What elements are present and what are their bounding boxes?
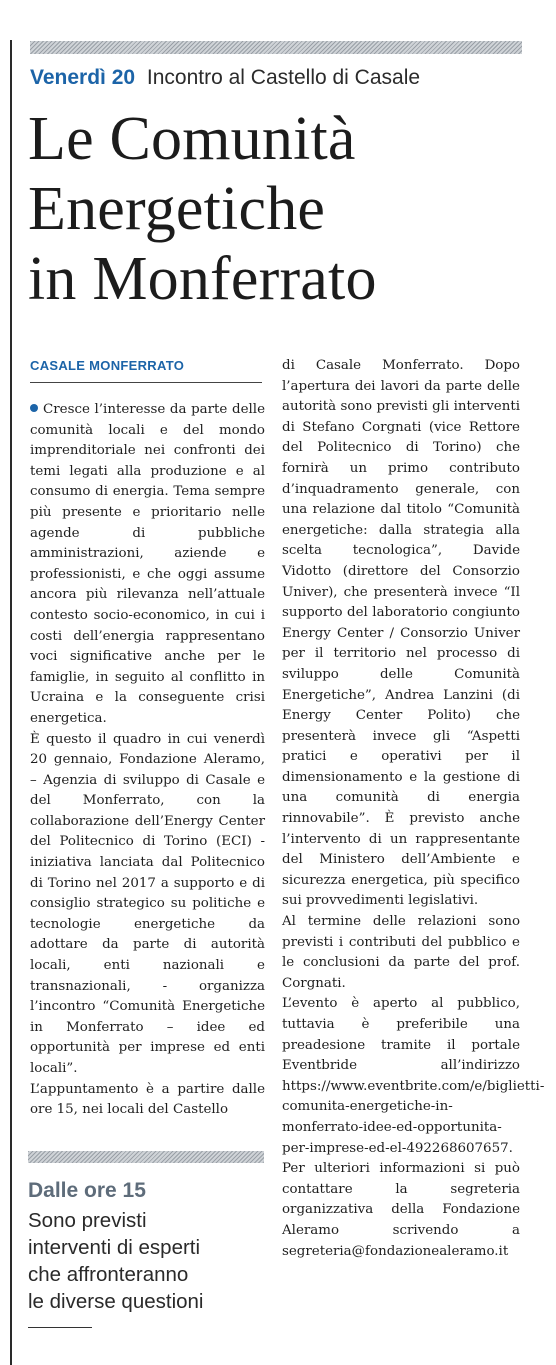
kicker — [30, 66, 420, 90]
headline-line: Energetiche — [28, 175, 326, 243]
kicker-day: Venerdì 20 — [30, 66, 136, 89]
sidebar-hatched-band — [28, 1151, 264, 1163]
byline: CASALE MONFERRATO — [30, 358, 185, 373]
byline-rule — [30, 382, 262, 383]
paragraph — [30, 400, 265, 730]
paragraph: È questo il quadro in cui venerdì 20 gennaio, Fondazione Aleramo, – Agenzia di sviluppo di Casale e del Monferrato, con la collaborazione dell’Energy Center del Politecnico di Torino (ECI) - iniziativa lanciata dal Politecnico di Torino nel 2017 a supporto e di consiglio strategico su politiche e tecnologie energetiche da adottare da parte di autorità locali, enti nazionali e transnazionali, - organizza l’incontro “Comunità Energetiche in Monferrato – idee ed opportunità per imprese ed enti locali”. — [30, 731, 265, 1076]
paragraph: di Casale Monferrato. Dopo l’apertura dei lavori da parte delle autorità sono previsti gli interventi di Stefano Corgnati (vice Rettore del Politecnico di Torino) che fornirà un primo contributo d’inquadramento generale, con una relazione dal titolo “Comunità energetiche: dalla strategia alla scelta tecnologica”, Davide Vidotto (direttore del Consorzio Univer), che presenterà invece “Il supporto del laboratorio congiunto Energy Center / Consorzio Univer per il territorio nel processo di sviluppo delle Comunità Energetiche”, Andrea Lanzini (di Energy Center Polito) che presenterà invece gli “Aspetti pratici e operativi per il dimensionamento e la gestione di una comunità di energia rinnovabile”. È previsto anche l’intervento di un rappresentante del Ministero dell’Ambiente e sicurezza energetica, più specifico sui provvedimenti legislativi. — [282, 358, 520, 909]
kicker-subtitle: Incontro al Castello di Casale — [146, 66, 421, 89]
sidebar-bottom-rule — [28, 1327, 92, 1328]
sidebar-line: che affronteranno — [28, 1263, 189, 1286]
left-column-rule — [10, 40, 12, 1365]
headline-line: in Monferrato — [28, 245, 377, 313]
article-column-2 — [282, 356, 545, 1262]
paragraph: L’appuntamento è a partire dalle ore 15, nei locali del Castello — [30, 1081, 265, 1118]
paragraph-text: Cresce l’interesse da parte delle comunità locali e del mondo imprenditoriale nei confronti dei temi legati alla produzione e al consumo di energia. Tema sempre più presente e prioritario nelle agende di pubbliche amministrazioni, aziende e professionisti, e che oggi assume ancora più rilevanza nell’attuale contesto socio-economico, in cui i costi dell’energia rappresentano voci significative anche per le famiglie, in seguito al conflitto in Ucraina e la conseguente crisi energetica. — [30, 402, 265, 726]
bullet-dot-icon — [30, 404, 38, 412]
headline — [28, 104, 377, 314]
sidebar-line: interventi di esperti — [28, 1236, 201, 1259]
sidebar-body — [28, 1207, 268, 1315]
sidebar-title: Dalle ore 15 — [28, 1179, 146, 1202]
sidebar-line: Sono previsti — [28, 1209, 147, 1232]
sidebar-line: le diverse questioni — [28, 1290, 204, 1313]
article-column-1 — [30, 400, 265, 1121]
top-hatched-band — [30, 41, 522, 54]
paragraph: Al termine delle relazioni sono previsti i contributi del pubblico e le conclusioni da parte del prof. Corgnati. — [282, 914, 520, 991]
headline-line: Le Comunità — [28, 105, 356, 173]
paragraph: L’evento è aperto al pubblico, tuttavia è preferibile una preadesione tramite il portale Eventbride all’indirizzo https://www.eventbrite.com/e/biglietti-comunita-energetiche-in-monferrato-idee-ed-opportunita-per-imprese-ed-el-492268607657. Per ulteriori informazioni si può contattare la segreteria organizzativa della Fondazione Aleramo scrivendo a segreteria@fondazionealeramo.it — [282, 996, 545, 1259]
